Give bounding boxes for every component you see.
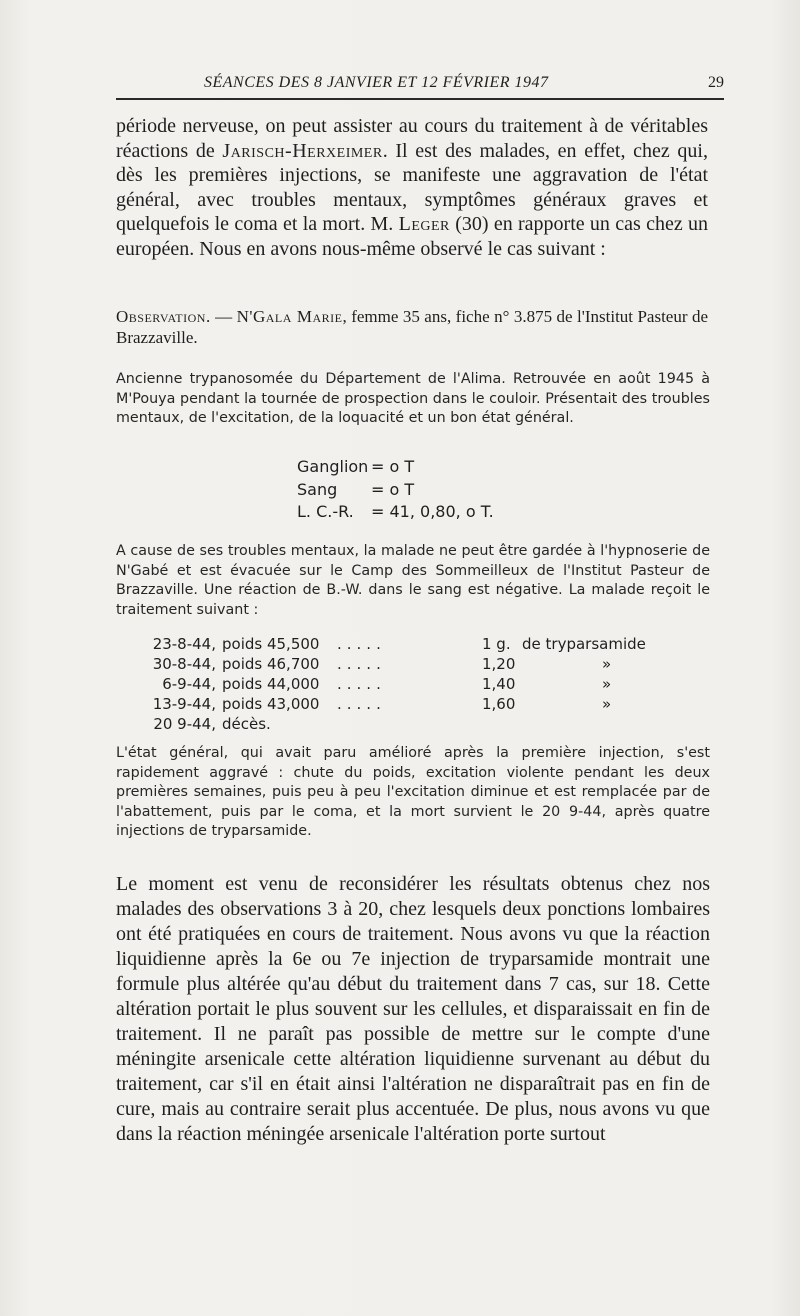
treatment-date: 20 9-44, (153, 715, 216, 733)
leader-dots: ..... (337, 635, 386, 653)
observation-heading (116, 306, 708, 348)
treatment-dose: 1,20 (482, 655, 516, 673)
running-header (116, 74, 724, 100)
observation-label: Observation. (116, 307, 211, 326)
treatment-date: 23-8-44, (152, 635, 216, 653)
intro-paragraph (116, 114, 708, 261)
treatment-dose: 1,60 (482, 695, 516, 713)
treatment-row (146, 714, 706, 734)
intro-text-1: période nerveuse, on peut assister au cours du traitement à de véritables réactions de (116, 115, 708, 162)
treatment-unit: » (602, 675, 612, 693)
page-number: 29 (708, 74, 724, 91)
treatment-row (146, 654, 706, 674)
treatment-weight: décès. (222, 715, 271, 733)
patient-name: N'Gala Marie (236, 307, 343, 326)
running-title: SÉANCES DES 8 JANVIER ET 12 FÉVRIER 1947 (204, 74, 549, 91)
treatment-unit: » (602, 655, 612, 673)
treatment-weight: poids 44,000 (222, 675, 320, 693)
treatment-weight: poids 43,000 (222, 695, 320, 713)
outcome-paragraph: L'état général, qui avait paru amélioré après la première injection, s'est rapidement aggravé : chute du poids, excitation violente pendant les deux premières semaines, puis peu à peu l'excitation diminue et est remplacée par de l'abattement, puis par le coma, et la mort survient le 20 9-44, après quatre injections de tryparsamide. (116, 745, 710, 840)
lab-key: Ganglion (297, 457, 369, 476)
lab-value: = o T (371, 457, 415, 476)
intro-text-3: (30) en rapporte un cas chez un européen. Nous en avons nous-même observé le cas suivant : (116, 213, 709, 260)
author-leger: Leger (398, 213, 450, 235)
treatment-unit: de tryparsamide (522, 635, 646, 653)
observation-details: , femme 35 ans, fiche n° 3.875 de l'Institut Pasteur de Brazzaville. (116, 307, 709, 347)
treatment-row (146, 634, 706, 654)
lab-key: Sang (297, 479, 338, 499)
treatment-dose: 1,40 (482, 675, 516, 693)
treatment-weight: poids 46,700 (222, 655, 320, 673)
treatment-date: 30-8-44, (152, 655, 216, 673)
author-jarisch-herxeimer: Jarisch-Herxeimer (222, 139, 383, 162)
lab-value: = o T (371, 479, 415, 499)
treatment-table (146, 634, 706, 734)
lab-row (297, 456, 494, 479)
lab-key: L. C.-R. (297, 502, 354, 521)
lab-row (297, 479, 494, 502)
final-paragraph: Le moment est venu de reconsidérer les résultats obtenus chez nos malades des observations 3 à 20, chez lesquels deux ponctions lombaires ont été pratiquées en cours de traitement. Nous avons vu que la réaction liquidienne après la 6e ou 7e injection de tryparsamide montrait une formule plus altérée qu'au début du traitement dans 7 cas, sur 18. Cette altération portait le plus souvent sur les cellules, et disparaissait en fin de traitement. Il ne paraît pas possible de mettre sur le compte d'une méningite arsenicale cette altération liquidienne survenant au début du traitement, car s'il en était ainsi l'altération ne disparaîtrait pas en fin de cure, mais au contraire serait plus accentuée. De plus, nous avons vu que dans la réaction méningée arsenicale l'altération porte surtout (116, 873, 710, 1145)
treatment-date: 6-9-44, (162, 675, 216, 693)
history-paragraph: Ancienne trypanosomée du Département de l'Alima. Retrouvée en août 1945 à M'Pouya pendant la tournée de prospection dans le couloir. Présentait des troubles mentaux, de l'excitation, de la loquacité et un bon état général. (116, 371, 710, 427)
lab-row (297, 501, 494, 524)
treatment-dose: 1 g. (482, 635, 511, 653)
treatment-row (146, 694, 706, 714)
lab-results (297, 456, 494, 524)
intro-text-2: . Il est des malades, en effet, chez qui, dès les premières injections, se manifeste une aggravation de l'état général, avec troubles mentaux, symptômes généraux graves et quelquefois le coma et la mort. M. (116, 139, 708, 235)
leader-dots: ..... (337, 655, 386, 673)
treatment-intro: A cause de ses troubles mentaux, la malade ne peut être gardée à l'hypnoserie de N'Gabé et est évacuée sur le Camp des Sommeilleux de l'Institut Pasteur de Brazzaville. Une réaction de B.-W. dans le sang est négative. La malade reçoit le traitement suivant : (116, 543, 710, 618)
lab-value: = 41, 0,80, o T. (371, 502, 494, 521)
leader-dots: ..... (337, 675, 386, 693)
treatment-date: 13-9-44, (152, 695, 216, 713)
treatment-unit: » (602, 695, 612, 713)
treatment-weight: poids 45,500 (222, 635, 320, 653)
leader-dots: ..... (337, 695, 386, 713)
observation-dash: — (210, 307, 237, 326)
treatment-row (146, 674, 706, 694)
